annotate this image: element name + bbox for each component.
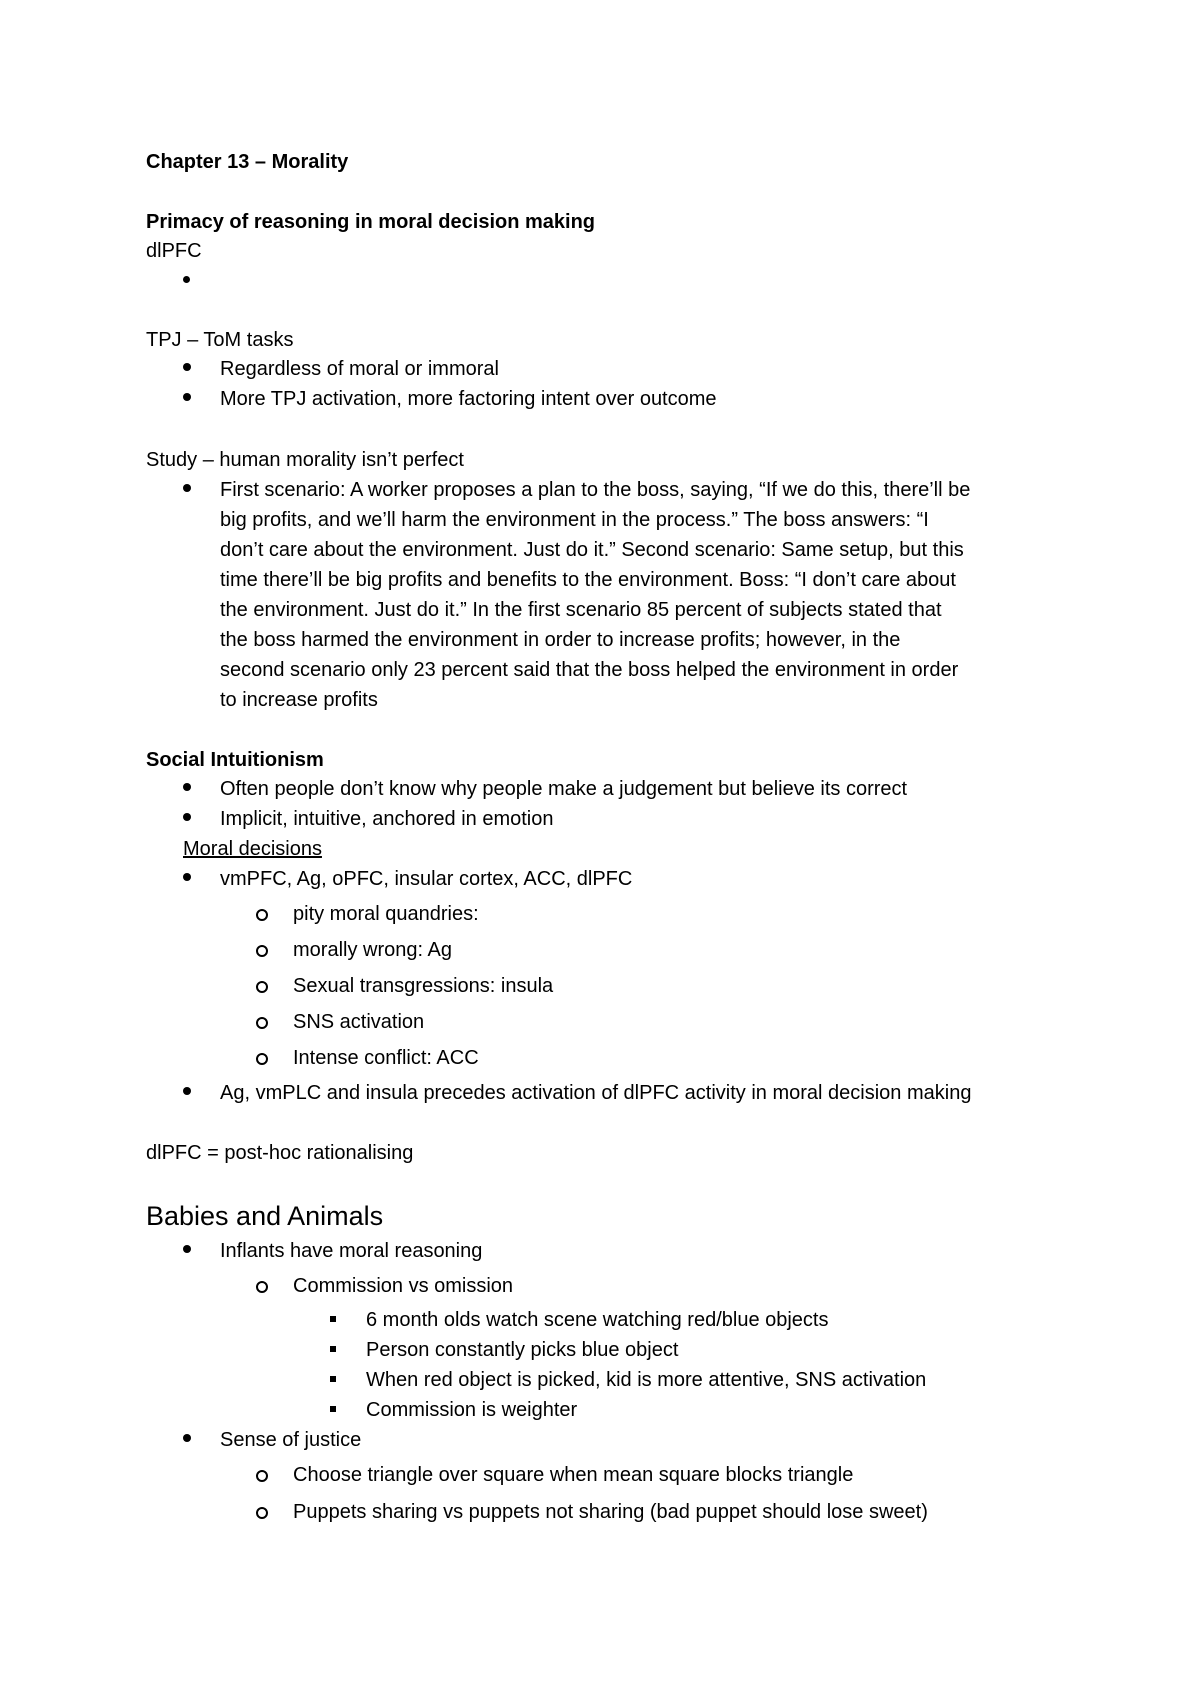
sub-list-item: pity moral quandries: xyxy=(293,903,479,925)
bullet-circle-icon xyxy=(256,945,268,957)
posthoc-line: dlPFC = post-hoc rationalising xyxy=(146,1142,414,1164)
study-paragraph-line: the environment. Just do it.” In the first scenario 85 percent of subjects stated that xyxy=(220,599,942,621)
study-paragraph-line: the boss harmed the environment in order to increase profits; however, in the xyxy=(220,629,901,651)
list-item: Implicit, intuitive, anchored in emotion xyxy=(220,808,554,830)
bullet-disc-icon xyxy=(183,873,191,881)
bullet-circle-icon xyxy=(256,1470,268,1482)
list-item: Inflants have moral reasoning xyxy=(220,1240,483,1262)
bullet-disc-icon xyxy=(183,393,191,401)
bullet-disc-icon xyxy=(183,363,191,371)
study-paragraph-line: big profits, and we’ll harm the environment in the process.” The boss answers: “I xyxy=(220,509,929,531)
list-item: Ag, vmPLC and insula precedes activation of dlPFC activity in moral decision making xyxy=(220,1082,972,1104)
study-heading: Study – human morality isn’t perfect xyxy=(146,449,464,471)
sub-list-item: Puppets sharing vs puppets not sharing (bad puppet should lose sweet) xyxy=(293,1501,928,1523)
list-item: More TPJ activation, more factoring intent over outcome xyxy=(220,388,717,410)
bullet-disc-icon xyxy=(183,276,190,283)
sub-sub-list-item: Commission is weighter xyxy=(366,1399,578,1421)
study-paragraph-line: to increase profits xyxy=(220,689,378,711)
chapter-title: Chapter 13 – Morality xyxy=(146,151,349,173)
bullet-circle-icon xyxy=(256,1507,268,1519)
sub-list-item: Sexual transgressions: insula xyxy=(293,975,554,997)
bullet-circle-icon xyxy=(256,1281,268,1293)
list-item: Regardless of moral or immoral xyxy=(220,358,499,380)
social-intuitionism-heading: Social Intuitionism xyxy=(146,749,324,771)
bullet-square-icon xyxy=(330,1406,336,1412)
study-paragraph-line: second scenario only 23 percent said that the boss helped the environment in order xyxy=(220,659,959,681)
study-paragraph-line: First scenario: A worker proposes a plan to the boss, saying, “If we do this, there’ll be xyxy=(220,479,971,501)
section-heading-primacy: Primacy of reasoning in moral decision making xyxy=(146,211,596,233)
moral-decisions-label: Moral decisions xyxy=(183,838,322,860)
bullet-disc-icon xyxy=(183,484,191,492)
bullet-square-icon xyxy=(330,1376,336,1382)
study-paragraph-line: don’t care about the environment. Just do it.” Second scenario: Same setup, but this xyxy=(220,539,964,561)
bullet-disc-icon xyxy=(183,813,191,821)
list-item: vmPFC, Ag, oPFC, insular cortex, ACC, dlPFC xyxy=(220,868,633,890)
bullet-square-icon xyxy=(330,1346,336,1352)
list-item: Sense of justice xyxy=(220,1429,362,1451)
list-item: Often people don’t know why people make a judgement but believe its correct xyxy=(220,778,908,800)
bullet-circle-icon xyxy=(256,981,268,993)
study-paragraph-line: time there’ll be big profits and benefits to the environment. Boss: “I don’t care about xyxy=(220,569,956,591)
bullet-square-icon xyxy=(330,1316,336,1322)
sub-list-item: Commission vs omission xyxy=(293,1275,514,1297)
sub-list-item: SNS activation xyxy=(293,1011,425,1033)
bullet-circle-icon xyxy=(256,1017,268,1029)
bullet-disc-icon xyxy=(183,1245,191,1253)
sub-sub-list-item: When red object is picked, kid is more attentive, SNS activation xyxy=(366,1369,927,1391)
bullet-circle-icon xyxy=(256,1053,268,1065)
sub-list-item: Choose triangle over square when mean square blocks triangle xyxy=(293,1464,854,1486)
sub-sub-list-item: 6 month olds watch scene watching red/blue objects xyxy=(366,1309,829,1331)
dlpfc-label: dlPFC xyxy=(146,240,202,262)
bullet-disc-icon xyxy=(183,1087,191,1095)
sub-list-item: morally wrong: Ag xyxy=(293,939,452,961)
bullet-circle-icon xyxy=(256,909,268,921)
babies-animals-heading: Babies and Animals xyxy=(146,1201,384,1231)
sub-sub-list-item: Person constantly picks blue object xyxy=(366,1339,679,1361)
bullet-disc-icon xyxy=(183,783,191,791)
bullet-disc-icon xyxy=(183,1434,191,1442)
tpj-heading: TPJ – ToM tasks xyxy=(146,329,294,351)
sub-list-item: Intense conflict: ACC xyxy=(293,1047,479,1069)
